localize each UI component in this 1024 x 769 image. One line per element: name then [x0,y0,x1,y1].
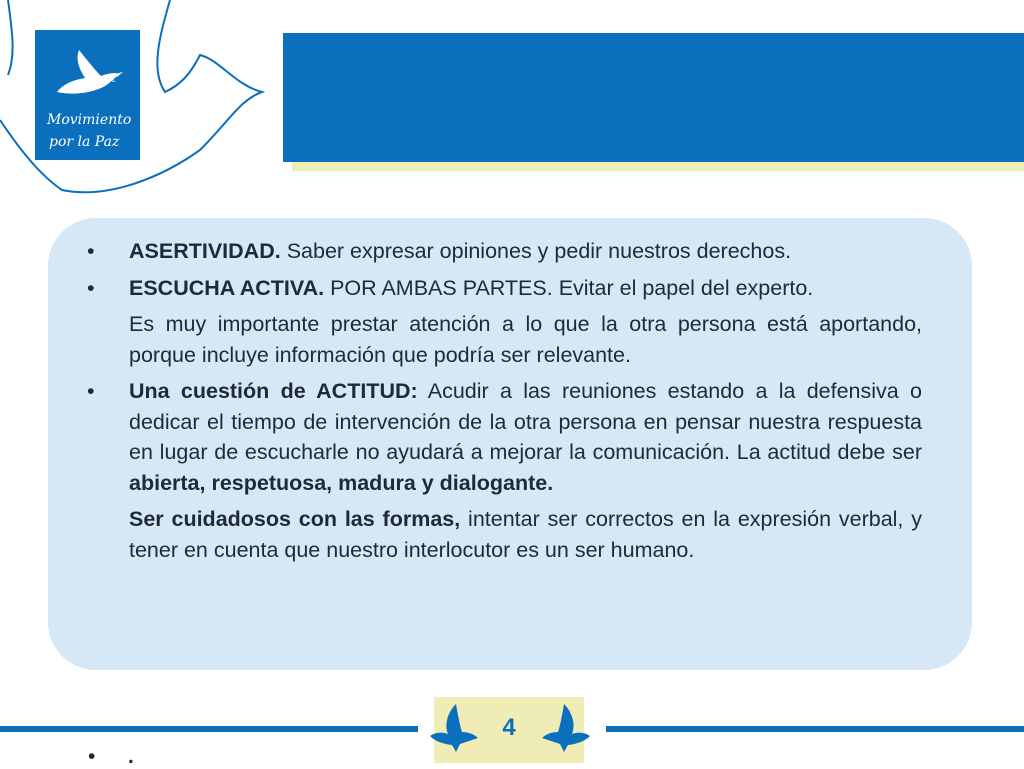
page-number: 4 [502,714,516,741]
item-text: intentar ser correctos en la expresión verbal, y tener en cuenta que nuestro interlocutor es un ser humano. [129,507,922,562]
item-heading: ASERTIVIDAD. [129,239,281,263]
list-item-formas [82,504,922,565]
bottom-bullet: • [88,745,96,768]
dove-right-icon [538,702,594,754]
item-text: Acudir a las reuniones estando a la defensiva o dedicar el tiempo de intervención de la otra persona en pensar nuestra respuesta en lugar de escucharle no ayudará a mejorar la comunicación. La actitud debe ser [129,379,922,464]
item-emphasis: abierta, respetuosa, madura y dialogante. [129,470,554,495]
bottom-dot: . [128,745,134,768]
logo-text-line2: por la Paz [49,134,120,150]
header-bar [283,33,1024,162]
bullet: • [87,379,95,403]
item-text: Es muy importante prestar atención a lo que la otra persona está aportando, porque incluye información que podría ser relevante. [129,312,922,367]
item-text: Saber expresar opiniones y pedir nuestros derechos. [280,239,792,263]
item-heading: Ser cuidadosos con las formas, [129,507,461,531]
dove-icon [35,30,140,110]
footer-line-left [0,726,418,732]
list-item-actitud [82,376,922,498]
item-text: POR AMBAS PARTES. Evitar el papel del experto. [324,275,814,300]
content-text [82,236,922,571]
list-item-paragraph [82,309,922,370]
bullet: • [87,239,95,263]
logo-text-line1: Movimiento [47,112,132,128]
dove-left-icon [426,702,482,754]
item-heading: Una cuestión de ACTITUD: [129,379,418,403]
item-heading: ESCUCHA ACTIVA. [129,275,325,300]
list-item-escucha-activa [82,273,922,304]
footer-line-right [606,726,1024,732]
bullet: • [87,275,95,300]
list-item-asertividad [82,236,922,267]
logo [35,30,140,160]
logo-small-text: MPDL [97,77,116,84]
